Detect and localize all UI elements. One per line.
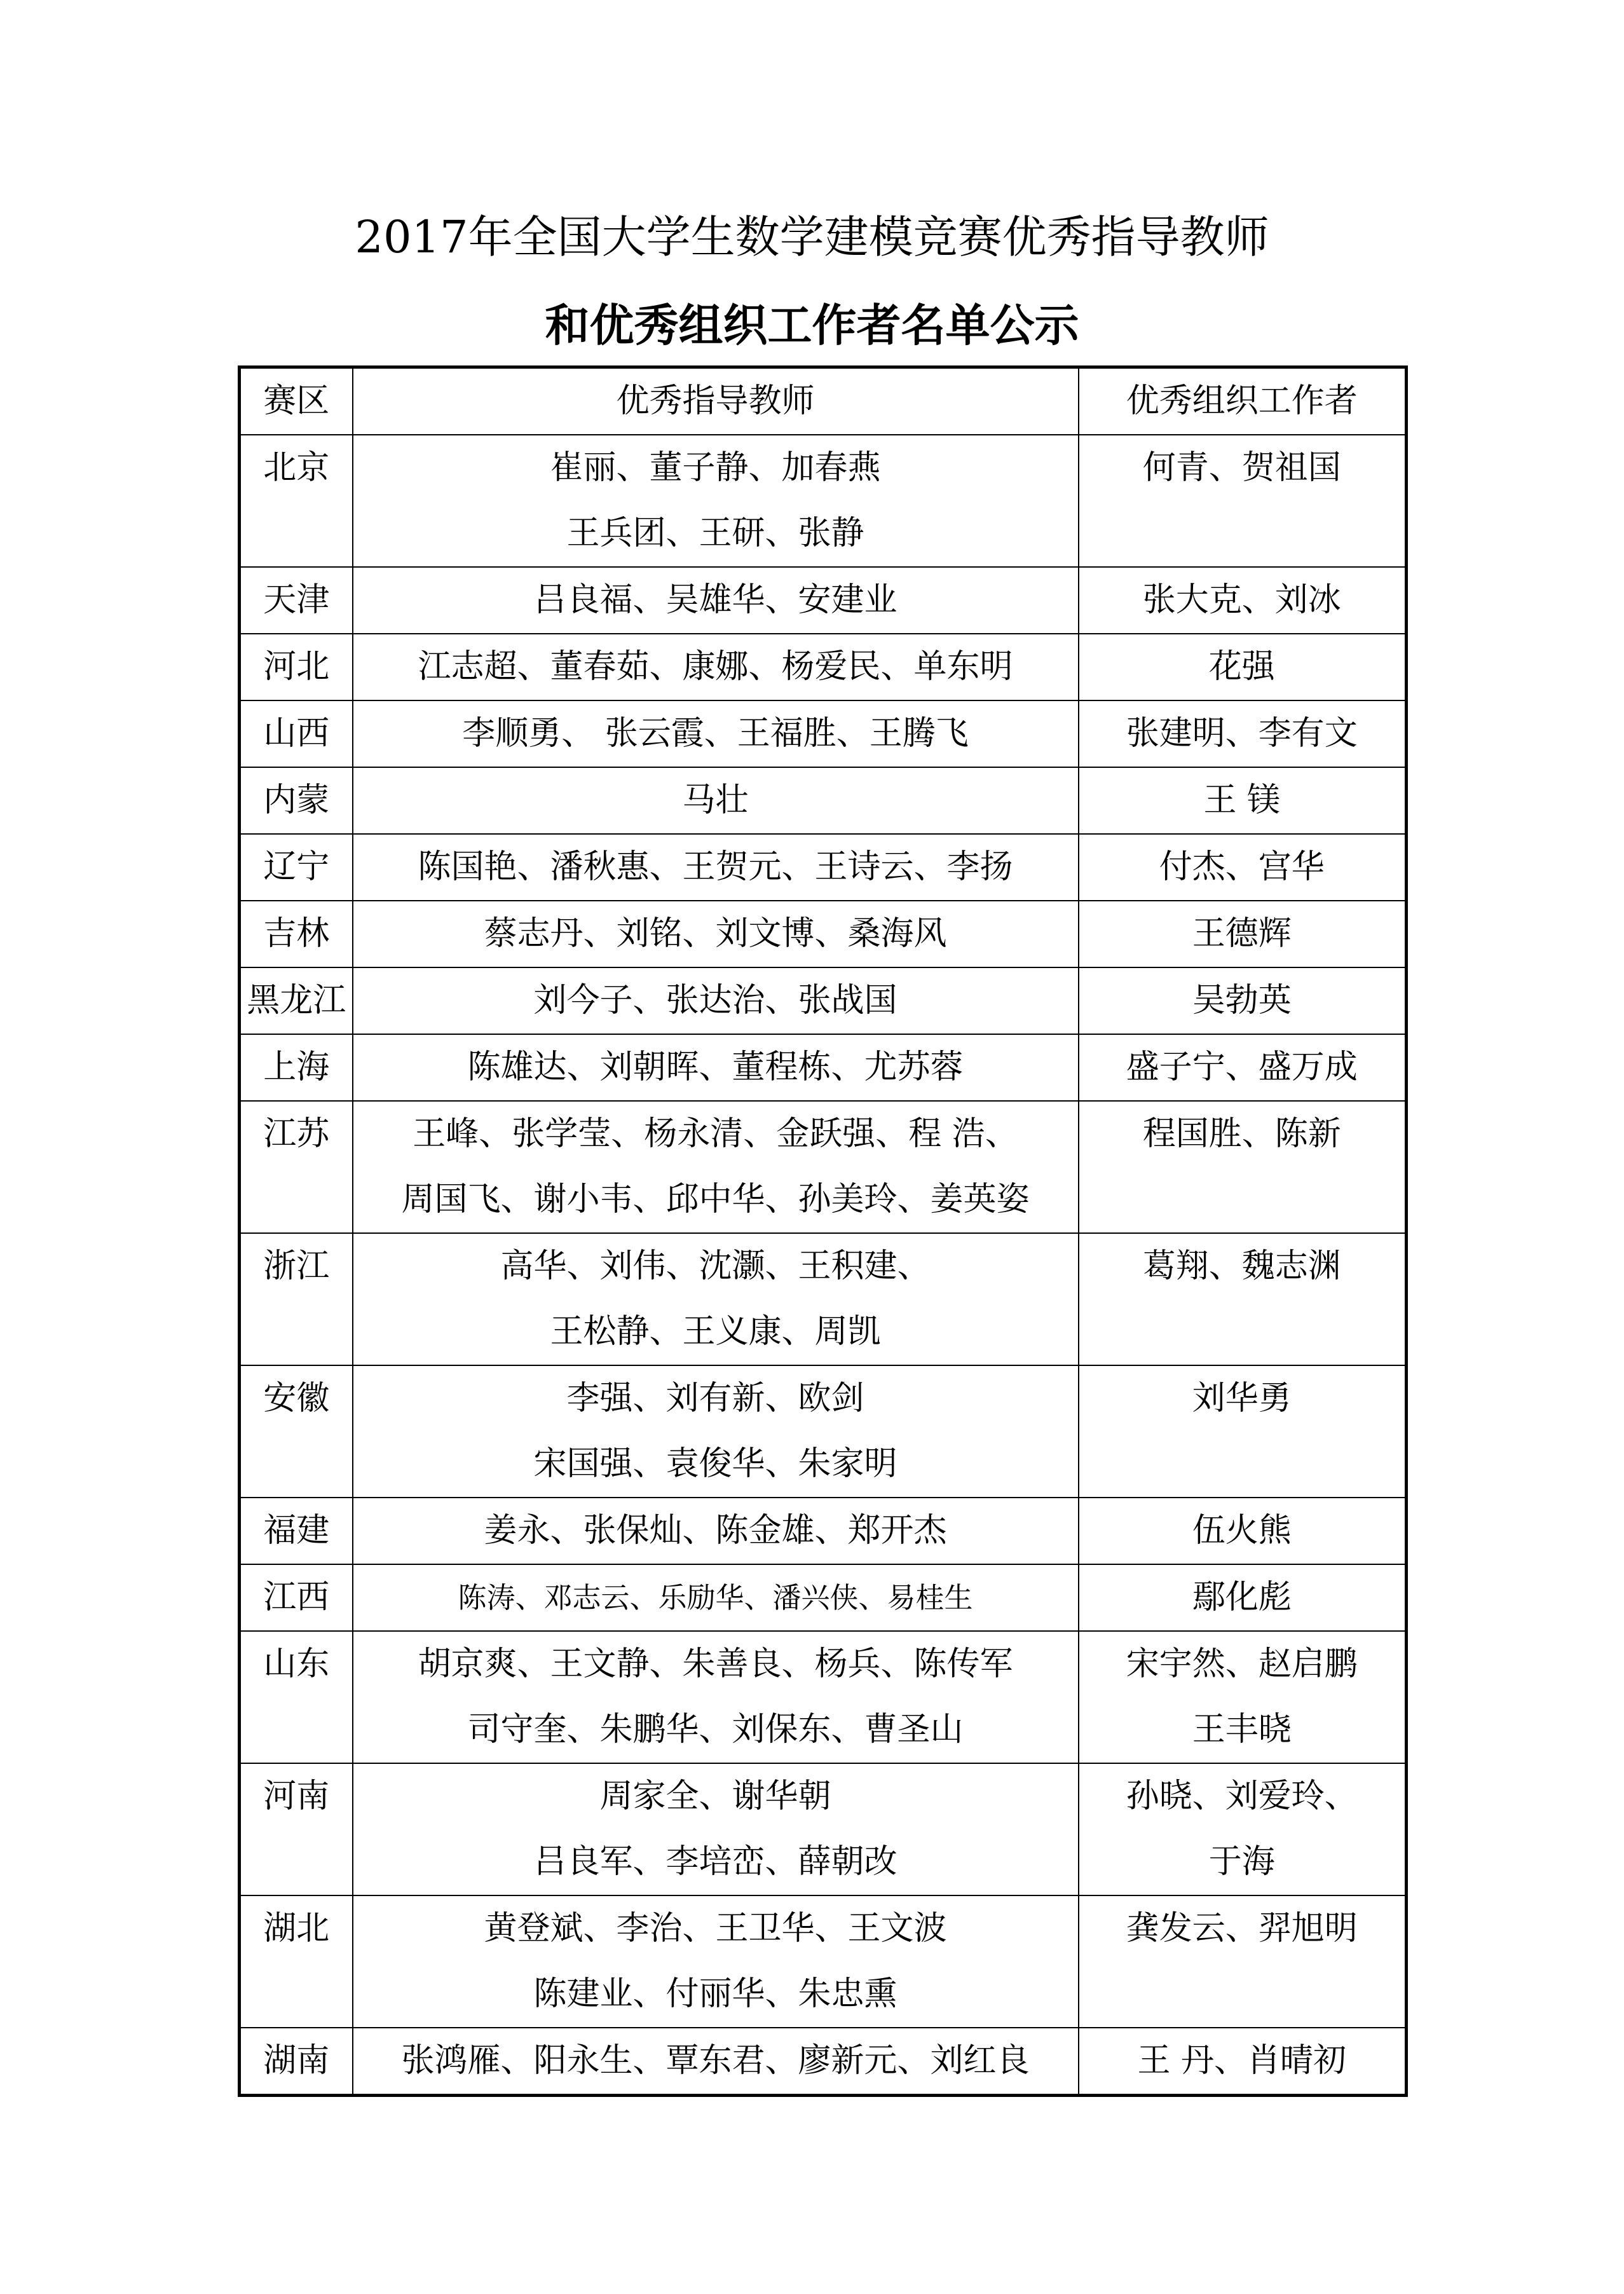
region-cell: 湖南 — [240, 2028, 353, 2096]
teacher-names-line: 张鸿雁、阳永生、覃东君、廖新元、刘红良 — [401, 2042, 1030, 2080]
table-row — [240, 1365, 1407, 1498]
table-row — [240, 567, 1407, 634]
organizers-cell — [1079, 1564, 1407, 1631]
header-teachers: 优秀指导教师 — [353, 367, 1079, 435]
region-cell: 吉林 — [240, 901, 353, 967]
region-cell: 安徽 — [240, 1365, 353, 1498]
organizer-names-line: 龚发云、羿旭明 — [1126, 1909, 1358, 1948]
organizer-names-line: 刘华勇 — [1192, 1379, 1292, 1417]
document-title-line-1: 2017年全国大学生数学建模竞赛优秀指导教师 — [355, 211, 1269, 263]
table-row — [240, 1498, 1407, 1564]
region-cell: 江西 — [240, 1564, 353, 1631]
table-header-row — [240, 367, 1407, 435]
region-cell: 江苏 — [240, 1101, 353, 1233]
teacher-names-line: 黄登斌、李治、王卫华、王文波 — [484, 1909, 947, 1948]
teachers-cell — [353, 901, 1079, 967]
table-row — [240, 1763, 1407, 1895]
teachers-cell — [353, 1233, 1079, 1365]
table-row — [240, 1101, 1407, 1233]
organizers-cell — [1079, 1101, 1407, 1233]
table-row — [240, 1034, 1407, 1101]
region-cell: 河南 — [240, 1763, 353, 1895]
region-cell: 内蒙 — [240, 767, 353, 834]
organizers-cell — [1079, 967, 1407, 1034]
table-row — [240, 634, 1407, 700]
organizer-names-line: 鄢化彪 — [1192, 1578, 1292, 1616]
teachers-cell — [353, 634, 1079, 700]
teacher-names-line: 崔丽、董子静、加春燕 — [550, 449, 881, 487]
organizers-cell — [1079, 1365, 1407, 1498]
organizers-cell — [1079, 1895, 1407, 2028]
table-row — [240, 834, 1407, 901]
table-row — [240, 1564, 1407, 1631]
teachers-cell — [353, 767, 1079, 834]
organizer-names-line: 王 镁 — [1203, 781, 1281, 819]
table-row — [240, 435, 1407, 567]
organizer-names-line: 何青、贺祖国 — [1142, 449, 1341, 487]
teachers-cell — [353, 1763, 1079, 1895]
table-row — [240, 1895, 1407, 2028]
teacher-names-line: 王松静、王义康、周凯 — [550, 1313, 881, 1351]
organizers-cell — [1079, 2028, 1407, 2096]
region-cell: 山西 — [240, 700, 353, 767]
teacher-names-line: 宋国强、袁俊华、朱家明 — [533, 1445, 897, 1483]
table-row — [240, 700, 1407, 767]
teachers-cell — [353, 834, 1079, 901]
region-cell: 上海 — [240, 1034, 353, 1101]
teacher-names-line: 周国飞、谢小韦、邱中华、孙美玲、姜英姿 — [401, 1180, 1030, 1219]
region-cell: 浙江 — [240, 1233, 353, 1365]
teacher-names-line: 陈雄达、刘朝晖、董程栋、尤苏蓉 — [467, 1048, 964, 1086]
organizers-cell — [1079, 1631, 1407, 1763]
organizers-cell — [1079, 1034, 1407, 1101]
region-cell: 辽宁 — [240, 834, 353, 901]
teachers-cell — [353, 1034, 1079, 1101]
organizer-names-line: 伍火熊 — [1192, 1512, 1292, 1550]
teacher-names-line: 陈涛、邓志云、乐励华、潘兴侠、易桂生 — [458, 1581, 973, 1615]
region-cell: 湖北 — [240, 1895, 353, 2028]
teachers-cell — [353, 1365, 1079, 1498]
table-row — [240, 1233, 1407, 1365]
teachers-cell — [353, 1631, 1079, 1763]
teachers-cell — [353, 435, 1079, 567]
organizer-names-line: 花强 — [1208, 648, 1275, 686]
organizers-cell — [1079, 834, 1407, 901]
organizers-cell — [1079, 1498, 1407, 1564]
organizer-names-line: 宋宇然、赵启鹏 — [1126, 1645, 1358, 1683]
header-organizers: 优秀组织工作者 — [1079, 367, 1407, 435]
organizers-cell — [1079, 901, 1407, 967]
teachers-cell — [353, 2028, 1079, 2096]
region-cell: 福建 — [240, 1498, 353, 1564]
teacher-names-line: 蔡志丹、刘铭、刘文博、桑海风 — [484, 915, 947, 953]
region-cell: 天津 — [240, 567, 353, 634]
organizer-names-line: 王德辉 — [1192, 915, 1292, 953]
teacher-names-line: 司守奎、朱鹏华、刘保东、曹圣山 — [467, 1710, 964, 1749]
organizers-cell — [1079, 567, 1407, 634]
organizer-names-line: 程国胜、陈新 — [1142, 1115, 1341, 1153]
table-row — [240, 1631, 1407, 1763]
teacher-names-line: 马壮 — [682, 781, 749, 819]
teachers-cell — [353, 1101, 1079, 1233]
teacher-names-line: 吕良福、吴雄华、安建业 — [533, 581, 897, 619]
teacher-names-line: 周家全、谢华朝 — [599, 1777, 831, 1815]
organizer-names-line: 吴勃英 — [1192, 981, 1292, 1020]
table-row — [240, 967, 1407, 1034]
document-title-line-2: 和优秀组织工作者名单公示 — [545, 299, 1079, 352]
table-row — [240, 767, 1407, 834]
header-region: 赛区 — [240, 367, 353, 435]
organizer-names-line: 张大克、刘冰 — [1142, 581, 1341, 619]
teachers-cell — [353, 967, 1079, 1034]
table-body — [240, 435, 1407, 2096]
teacher-names-line: 高华、刘伟、沈灏、王积建、 — [500, 1247, 931, 1285]
teachers-cell — [353, 567, 1079, 634]
organizers-cell — [1079, 1233, 1407, 1365]
teachers-cell — [353, 1895, 1079, 2028]
teacher-names-line: 陈国艳、潘秋惠、王贺元、王诗云、李扬 — [418, 848, 1013, 886]
organizer-names-line: 孙晓、刘爱玲、 — [1126, 1777, 1358, 1815]
region-cell: 山东 — [240, 1631, 353, 1763]
region-cell: 河北 — [240, 634, 353, 700]
organizer-names-line: 王丰晓 — [1192, 1710, 1292, 1749]
table-row — [240, 2028, 1407, 2096]
table-row — [240, 901, 1407, 967]
teachers-cell — [353, 1498, 1079, 1564]
teacher-names-line: 胡京爽、王文静、朱善良、杨兵、陈传军 — [418, 1645, 1013, 1683]
organizers-cell — [1079, 767, 1407, 834]
teacher-names-line: 李强、刘有新、欧剑 — [566, 1379, 864, 1417]
organizers-cell — [1079, 634, 1407, 700]
teacher-names-line: 刘今子、张达治、张战国 — [533, 981, 897, 1020]
teacher-names-line: 吕良军、李培峦、薛朝改 — [533, 1843, 897, 1881]
organizer-names-line: 盛子宁、盛万成 — [1126, 1048, 1358, 1086]
organizers-cell — [1079, 435, 1407, 567]
award-roster-table — [238, 365, 1408, 2097]
organizer-names-line: 葛翔、魏志渊 — [1142, 1247, 1341, 1285]
organizer-names-line: 付杰、宫华 — [1159, 848, 1325, 886]
organizers-cell — [1079, 700, 1407, 767]
teacher-names-line: 王兵团、王研、张静 — [566, 514, 864, 552]
region-cell: 黑龙江 — [240, 967, 353, 1034]
teacher-names-line: 江志超、董春茹、康娜、杨爱民、单东明 — [418, 648, 1013, 686]
teacher-names-line: 姜永、张保灿、陈金雄、郑开杰 — [484, 1512, 947, 1550]
region-cell: 北京 — [240, 435, 353, 567]
organizers-cell — [1079, 1763, 1407, 1895]
teacher-names-line: 李顺勇、 张云霞、王福胜、王腾飞 — [462, 714, 969, 753]
organizer-names-line: 张建明、李有文 — [1126, 714, 1358, 753]
organizer-names-line: 于海 — [1208, 1843, 1275, 1881]
teacher-names-line: 王峰、张学莹、杨永清、金跃强、程 浩、 — [413, 1115, 1018, 1153]
teachers-cell — [353, 700, 1079, 767]
teachers-cell — [353, 1564, 1079, 1631]
teacher-names-line: 陈建业、付丽华、朱忠熏 — [533, 1975, 897, 2013]
organizer-names-line: 王 丹、肖晴初 — [1137, 2042, 1347, 2080]
